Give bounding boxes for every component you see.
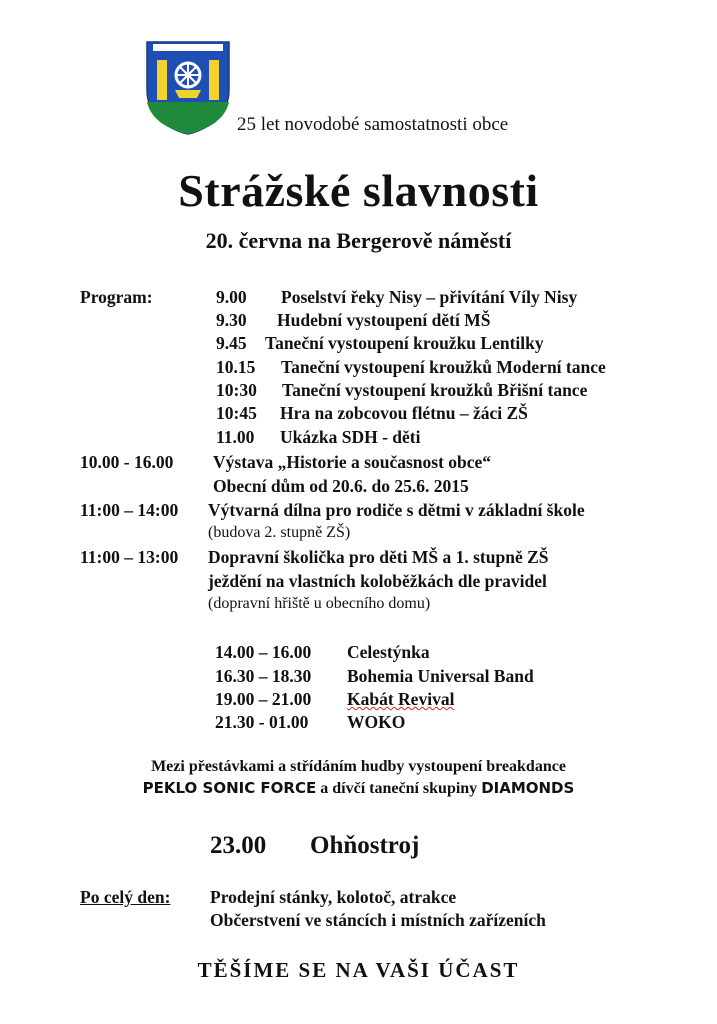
program-text: Hudební vystoupení dětí MŠ bbox=[277, 310, 491, 330]
program-text: Poselství řeky Nisy – přivítání Víly Nisy bbox=[281, 287, 578, 307]
program-time: 9.00 bbox=[216, 287, 247, 307]
concert-time: 21.30 - 01.00 bbox=[215, 712, 309, 732]
anniversary-subtitle: 25 let novodobé samostatnosti obce bbox=[237, 114, 509, 135]
event-line: Obecní dům od 20.6. do 25.6. 2015 bbox=[213, 476, 469, 496]
event-time: 10.00 - 16.00 bbox=[80, 452, 174, 472]
finale-name: Ohňostroj bbox=[310, 832, 420, 859]
concert-time: 14.00 – 16.00 bbox=[215, 642, 312, 662]
performer-diamonds: DIAMONDS bbox=[481, 779, 575, 797]
performers-connector: a dívčí taneční skupiny bbox=[316, 780, 482, 797]
event-line: ježdění na vlastních koloběžkách dle pravidel bbox=[208, 571, 547, 591]
event-time: 11:00 – 14:00 bbox=[80, 500, 179, 520]
concert-name: Bohemia Universal Band bbox=[347, 666, 534, 686]
concert-name: Celestýnka bbox=[347, 642, 430, 662]
program-time: 9.30 bbox=[216, 310, 247, 330]
program-text: Taneční vystoupení kroužků Moderní tance bbox=[281, 357, 606, 377]
program-time: 11.00 bbox=[216, 427, 255, 447]
program-text: Hra na zobcovou flétnu – žáci ZŠ bbox=[280, 403, 528, 423]
concert-name: Kabát Revival bbox=[347, 689, 455, 709]
program-time: 10.15 bbox=[216, 357, 256, 377]
concert-time: 16.30 – 18.30 bbox=[215, 666, 312, 686]
event-line: Výtvarná dílna pro rodiče s dětmi v základní škole bbox=[208, 500, 585, 520]
event-note: (dopravní hřiště u obecního domu) bbox=[208, 595, 431, 612]
all-day-label: Po celý den: bbox=[80, 887, 171, 907]
event-line: Dopravní školička pro děti MŠ a 1. stupně ZŠ bbox=[208, 547, 549, 567]
program-time: 10:30 bbox=[216, 380, 257, 400]
performer-peklo: PEKLO SONIC FORCE bbox=[142, 779, 317, 797]
program-time: 10:45 bbox=[216, 403, 257, 423]
event-time: 11:00 – 13:00 bbox=[80, 547, 179, 567]
program-text: Taneční vystoupení kroužku Lentilky bbox=[265, 333, 544, 353]
page-title: Strážské slavnosti bbox=[178, 165, 539, 216]
concert-time: 19.00 – 21.00 bbox=[215, 689, 312, 709]
program-text: Ukázka SDH - děti bbox=[280, 427, 421, 447]
program-text: Taneční vystoupení kroužků Břišní tance bbox=[282, 380, 588, 400]
all-day-line: Občerstvení ve stáncích i místních zařízeních bbox=[210, 910, 546, 930]
date-place-heading: 20. června na Bergerově náměstí bbox=[205, 228, 512, 253]
event-note: (budova 2. stupně ZŠ) bbox=[208, 524, 351, 541]
finale-time: 23.00 bbox=[210, 832, 267, 859]
program-time: 9.45 bbox=[216, 333, 247, 353]
breaks-performers bbox=[0, 779, 717, 798]
breaks-note: Mezi přestávkami a střídáním hudby vystoupení breakdance bbox=[151, 758, 566, 775]
concert-name: WOKO bbox=[347, 712, 406, 732]
all-day-line: Prodejní stánky, kolotoč, atrakce bbox=[210, 887, 457, 907]
closing-message: TĚŠÍME SE NA VAŠI ÚČAST bbox=[197, 958, 520, 982]
municipal-crest-logo bbox=[145, 40, 231, 135]
event-line: Výstava „Historie a současnost obce“ bbox=[213, 452, 492, 472]
program-label: Program: bbox=[80, 287, 153, 307]
